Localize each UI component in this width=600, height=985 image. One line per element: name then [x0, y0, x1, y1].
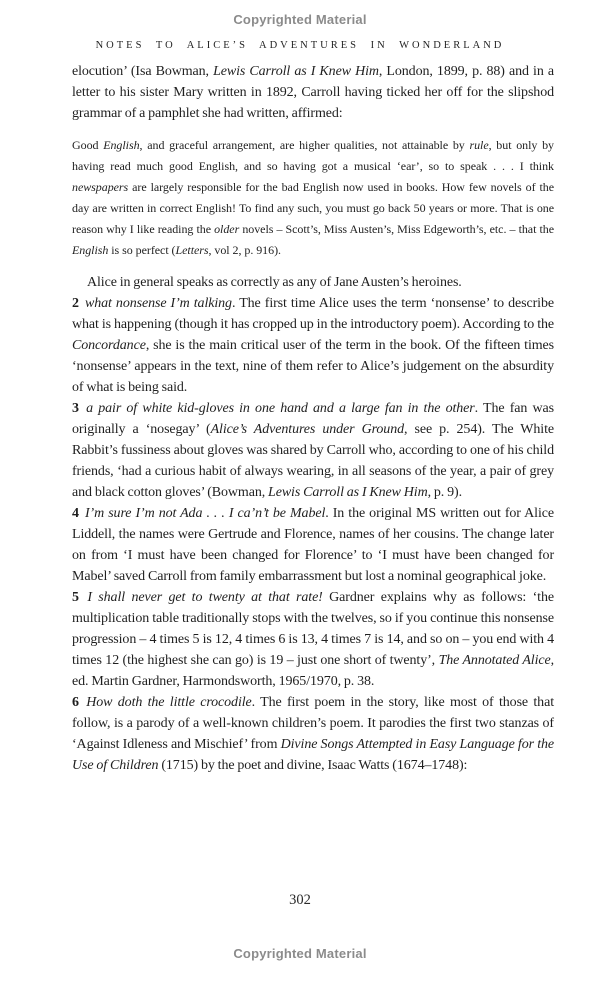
- running-head: NOTES TO ALICE’S ADVENTURES IN WONDERLAND: [95, 40, 505, 51]
- block-quote: [72, 135, 554, 261]
- text-segment: . The first time Alice uses the term ‘nonsense’ to describe what is happening (though it has cropped up in the introductory poem). According to the: [72, 296, 554, 332]
- text-segment: what nonsense I’m talking: [85, 296, 232, 311]
- note-paragraph: [72, 398, 554, 503]
- text-segment: elocution’ (Isa Bowman,: [72, 64, 214, 79]
- text-segment: I shall never get to twenty at that rate!: [87, 590, 323, 605]
- text-segment: Good: [72, 138, 104, 152]
- text-segment: The Annotated Alice: [438, 653, 551, 668]
- text-segment: English: [103, 138, 140, 152]
- note-paragraph: [72, 692, 554, 776]
- text-segment: Concordance: [72, 338, 146, 353]
- text-segment: Letters: [175, 243, 209, 257]
- text-segment: . The fan was originally a ‘nosegay’ (: [72, 401, 554, 437]
- note-number: 4: [72, 506, 83, 521]
- text-segment: are largely responsible for the bad English now used in books. How few novels of the day are written in correct English! To find any such, you must go back 50 years or more. That is one reason why I like reading the: [72, 180, 554, 236]
- text-segment: Lewis Carroll as I Knew Him: [213, 64, 379, 79]
- note-number: 6: [72, 695, 85, 710]
- text-segment: I’m sure I’m not Ada . . . I ca’n’t be Mabel: [84, 506, 326, 521]
- note-number: 2: [72, 296, 83, 311]
- text-segment: . The first poem in the story, like most of those that follow, is a parody of a well-known children’s poem. It parodies the first two stanzas of ‘Against Idleness and Mischief’ from: [72, 695, 554, 752]
- text-segment: , but only by having read much good English, and so having got a musical ‘ear’, so to speak . . . I think: [72, 138, 554, 173]
- text-segment: , London, 1899, p. 88) and in a letter to his sister Mary written in 1892, Carroll having ticked her off for the slipshod grammar of a pamphlet she had written, affirmed:: [72, 64, 555, 121]
- text-segment: newspapers: [72, 180, 129, 194]
- note-paragraph: [72, 503, 554, 587]
- text-segment: Alice’s Adventures under Ground: [210, 422, 405, 437]
- text-segment: Alice in general speaks as correctly as any of Jane Austen’s heroines.: [87, 275, 462, 290]
- text-segment: How doth the little crocodile: [86, 695, 252, 710]
- text-segment: (1715) by the poet and divine, Isaac Watts (1674–1748):: [158, 758, 468, 773]
- text-segment: , vol 2, p. 916).: [208, 243, 281, 257]
- text-segment: , see p. 254). The White Rabbit’s fussiness about gloves was shared by Carroll who, according to one of his child friends, ‘had a curious habit of always wearing, in all seasons of the year, a pair of grey and black cotton gloves’ (Bowman,: [72, 422, 555, 500]
- text-segment: older: [214, 222, 240, 236]
- text-segment: , p. 9).: [427, 485, 462, 500]
- text-segment: Gardner explains why as follows: ‘the multiplication table traditionally stops with the twelves, so if you continue this nonsense progression – 4 times 5 is 12, 4 times 6 is 13, 4 times 7 is 14, and so on – you end with 4 times 12 (the highest she can go) is 19 – just one short of twenty’,: [72, 590, 554, 668]
- note-number: 3: [72, 401, 85, 416]
- page-body: [72, 61, 554, 776]
- copyright-notice-top: Copyrighted Material: [233, 12, 367, 27]
- note-paragraph: [72, 293, 554, 398]
- text-segment: English: [72, 243, 109, 257]
- text-segment: rule: [469, 138, 489, 152]
- text-segment: . In the original MS written out for Alice Liddell, the names were Gertrude and Florence, names of her cousins. The change later on from ‘I must have been changed for Florence’ to ‘I must have been changed for Mabel’ saved Carroll from family embarrassment but lost a nominal geographical joke.: [72, 506, 554, 584]
- text-segment: Lewis Carroll as I Knew Him: [268, 485, 428, 500]
- copyright-notice-bottom: Copyrighted Material: [233, 946, 367, 961]
- text-segment: a pair of white kid-gloves in one hand and a large fan in the other: [86, 401, 475, 416]
- text-segment: novels – Scott’s, Miss Austen’s, Miss Edgeworth’s, etc. – that the: [239, 222, 554, 236]
- note-number: 5: [72, 590, 86, 605]
- body-paragraph: [72, 61, 554, 124]
- note-paragraph: [72, 587, 554, 692]
- page-number: 302: [289, 892, 311, 908]
- text-segment: , ed. Martin Gardner, Harmondsworth, 1965/1970, p. 38.: [72, 653, 554, 689]
- text-segment: , she is the main critical user of the term in the book. Of the fifteen times ‘nonsense’ appears in the text, nine of them refer to Alice’s judgement on the absurdity of what is being said.: [72, 338, 554, 395]
- text-segment: , and graceful arrangement, are higher qualities, not attainable by: [139, 138, 470, 152]
- body-paragraph: [72, 272, 554, 293]
- text-segment: Divine Songs Attempted in Easy Language for the Use of Children: [72, 737, 554, 773]
- text-segment: is so perfect (: [108, 243, 176, 257]
